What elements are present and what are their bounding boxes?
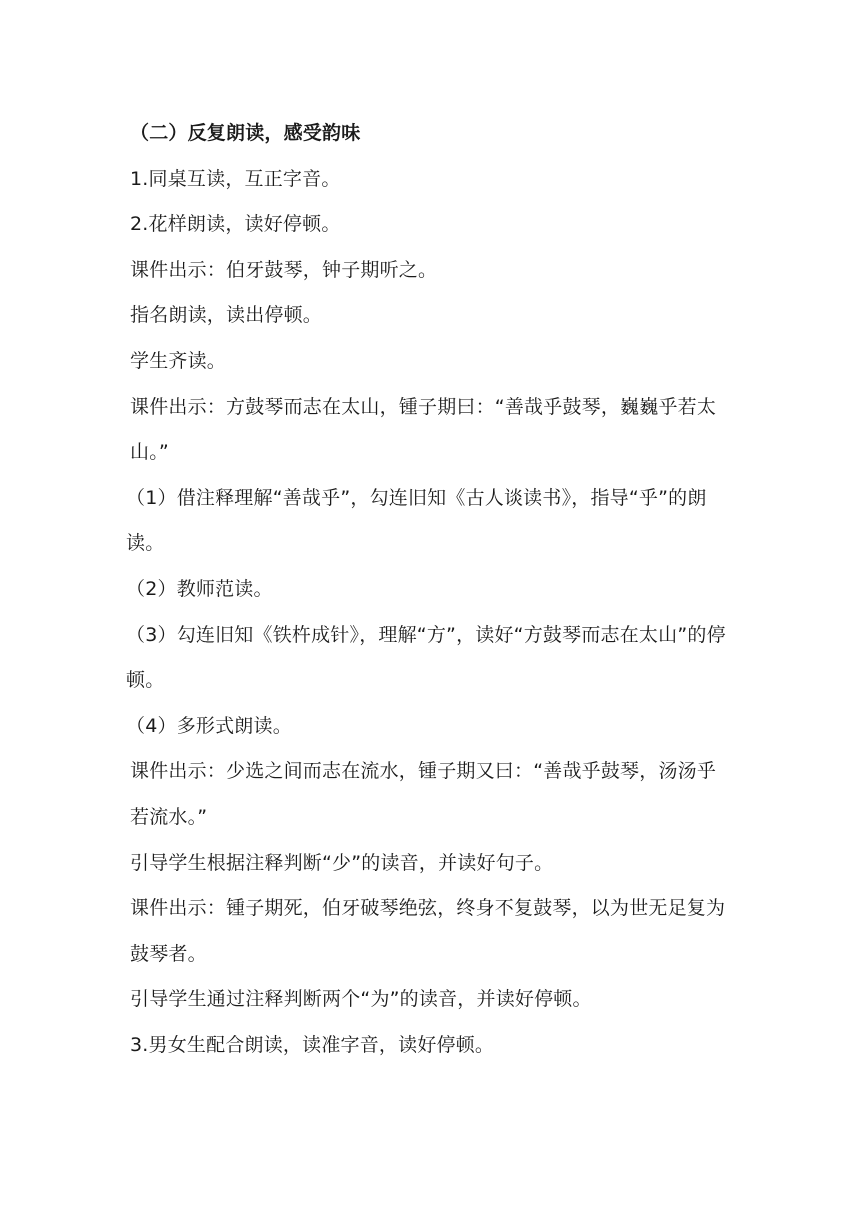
paragraph-3: 课件出示：伯牙鼓琴，钟子期听之。 bbox=[130, 258, 438, 281]
paragraph-2: 2.花样朗读，读好停顿。 bbox=[130, 213, 341, 236]
paragraph-13: 课件出示：锺子期死，伯牙破琴绝弦，终身不复鼓琴，以为世无足复为鼓琴者。 bbox=[130, 897, 726, 965]
paragraph-1: 1.同桌互读，互正字音。 bbox=[130, 167, 341, 190]
paragraph-12: 引导学生根据注释判断“少”的读音，并读好句子。 bbox=[130, 851, 554, 874]
paragraph-5: 学生齐读。 bbox=[130, 349, 227, 372]
paragraph-4: 指名朗读，读出停顿。 bbox=[130, 304, 323, 327]
paragraph-11: 课件出示：少选之间而志在流水，锺子期又曰：“善哉乎鼓琴，汤汤乎若流水。” bbox=[130, 760, 717, 828]
paragraph-9: （3）勾连旧知《铁杵成针》，理解“方”，读好“方鼓琴而志在太山”的停顿。 bbox=[126, 623, 726, 692]
document-body bbox=[126, 111, 735, 1068]
paragraph-14: 引导学生通过注释判断两个“为”的读音，并读好停顿。 bbox=[130, 988, 592, 1011]
paragraph-7: （1）借注释理解“善哉乎”，勾连旧知《古人谈读书》，指导“乎”的朗读。 bbox=[126, 486, 707, 555]
paragraph-15: 3.男女生配合朗读，读准字音，读好停顿。 bbox=[130, 1033, 495, 1056]
paragraph-8: （2）教师范读。 bbox=[126, 577, 273, 600]
paragraph-6: 课件出示：方鼓琴而志在太山，锺子期曰：“善哉乎鼓琴，巍巍乎若太山。” bbox=[130, 395, 717, 464]
section-heading: （二）反复朗读，感受韵味 bbox=[130, 122, 361, 144]
paragraph-10: （4）多形式朗读。 bbox=[126, 714, 292, 737]
